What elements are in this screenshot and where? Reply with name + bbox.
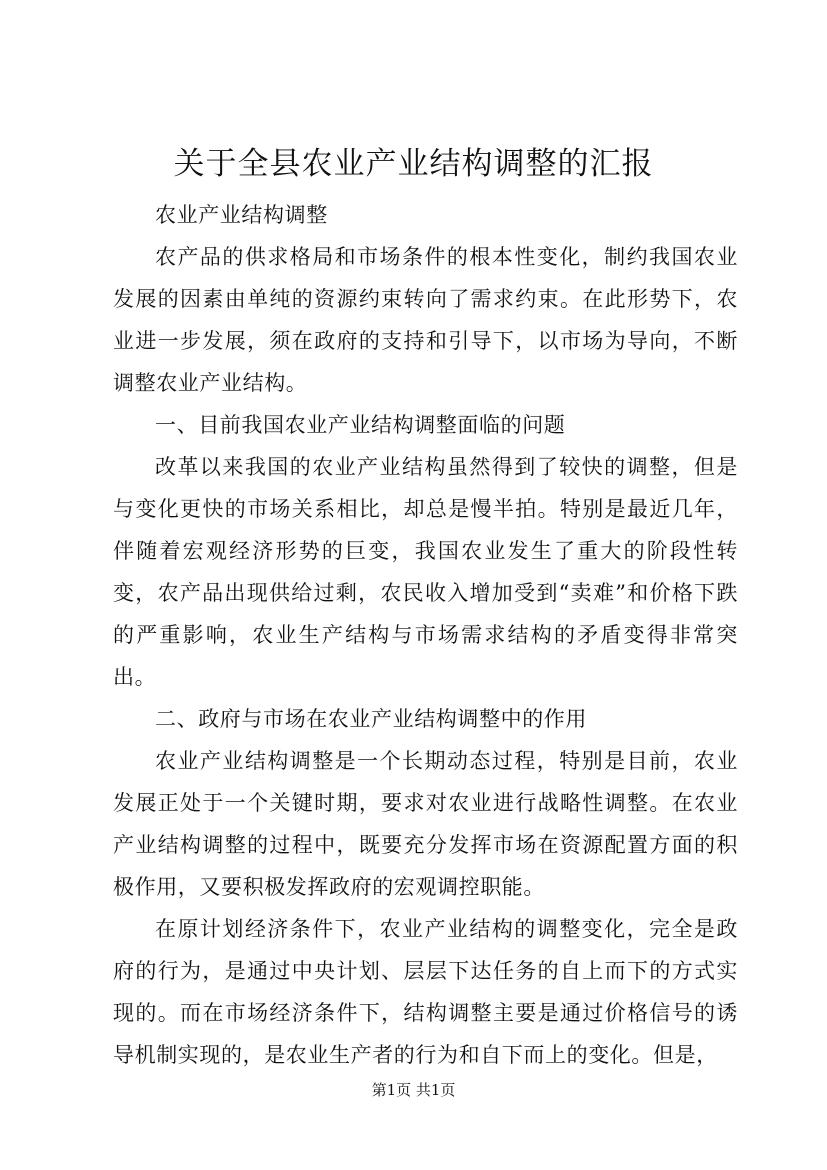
page-number-footer: 第1页 共1页 (371, 1081, 456, 1099)
paragraph-subtitle: 农业产业结构调整 (155, 203, 328, 227)
document-body (113, 194, 738, 1076)
paragraph-intro: 农产品的供求格局和市场条件的根本性变化，制约我国农业发展的因素由单纯的资源约束转向了需求约束。在此形势下，农业进一步发展，须在政府的支持和引导下，以市场为导向，不断调整农业产业结构。 (113, 245, 738, 395)
paragraph-problems: 改革以来我国的农业产业结构虽然得到了较快的调整，但是与变化更快的市场关系相比，却总是慢半拍。特别是最近几年，伴随着宏观经济形势的巨变，我国农业发生了重大的阶段性转变，农产品出现供给过剩，农民收入增加受到“卖难”和价格下跌的严重影响，农业生产结构与市场需求结构的矛盾变得非常突出。 (113, 455, 738, 689)
paragraph-planned-economy: 在原计划经济条件下，农业产业结构的调整变化，完全是政府的行为，是通过中央计划、层层下达任务的自上而下的方式实现的。而在市场经济条件下，结构调整主要是通过价格信号的诱导机制实现的，是农业生产者的行为和自下而上的变化。但是， (113, 917, 738, 1067)
document-title: 关于全县农业产业结构调整的汇报 (173, 146, 654, 182)
section-heading-problems: 一、目前我国农业产业结构调整面临的问题 (155, 413, 566, 437)
section-heading-roles: 二、政府与市场在农业产业结构调整中的作用 (155, 707, 587, 731)
paragraph-roles: 农业产业结构调整是一个长期动态过程，特别是目前，农业发展正处于一个关键时期，要求对农业进行战略性调整。在农业产业结构调整的过程中，既要充分发挥市场在资源配置方面的积极作用，又要积极发挥政府的宏观调控职能。 (113, 749, 738, 899)
